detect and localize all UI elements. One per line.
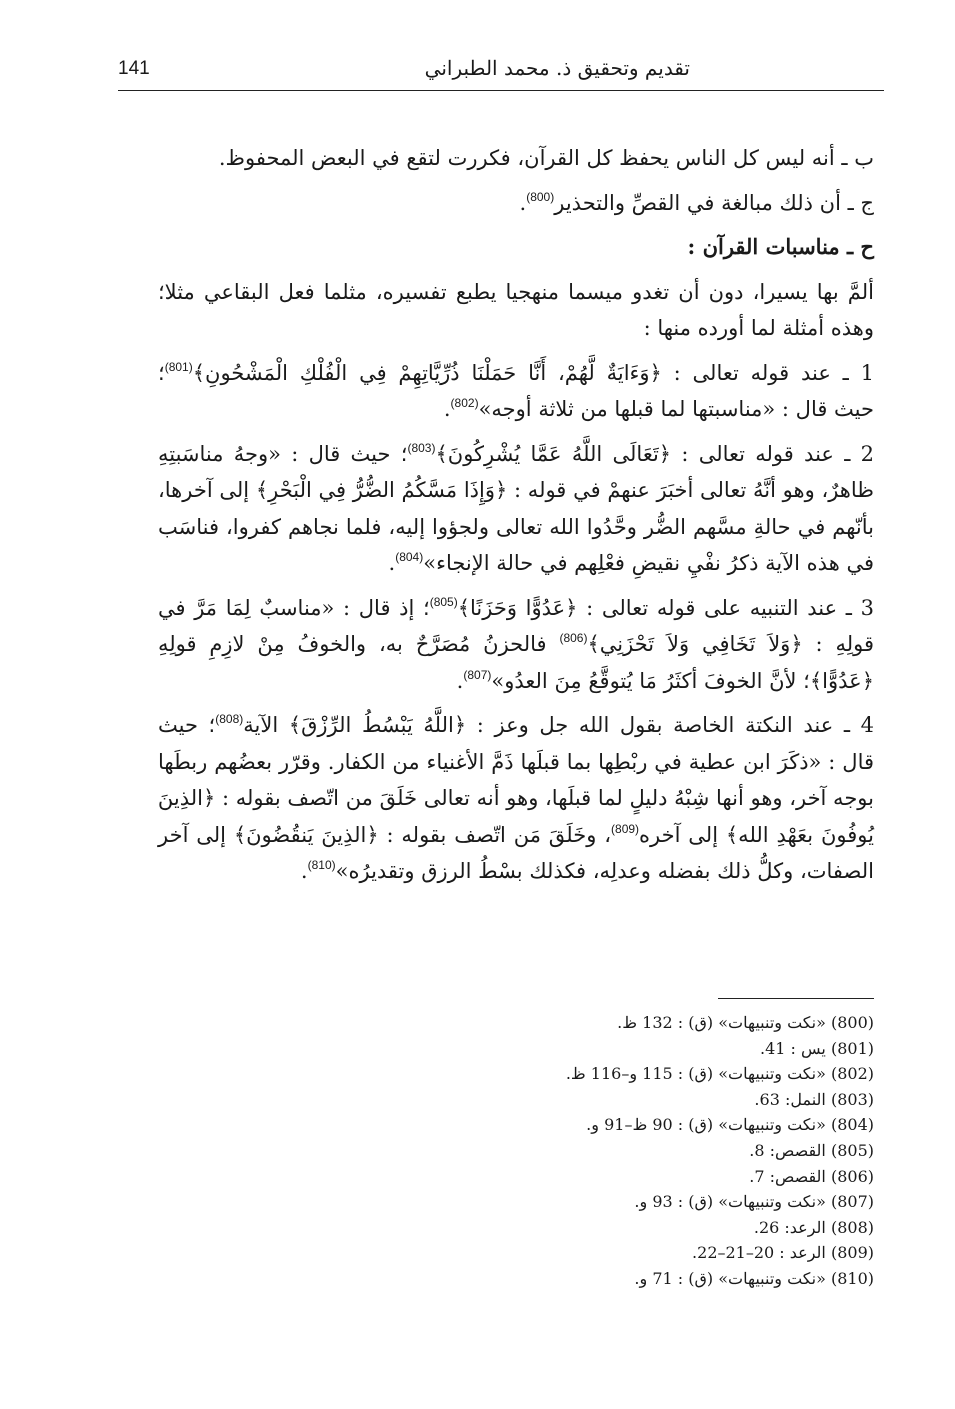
footnote-800: (800) «نكت وتنبيهات» (ق) : 132 ظ. [617, 1013, 874, 1032]
list-item-j: ج ـ أن ذلك مبالغة في القصِّ والتحذير$^{(800)}$. [519, 189, 874, 215]
footnote-ref-800[interactable]: (800) [526, 189, 555, 204]
footnote-ref-807[interactable]: (807) [463, 667, 492, 682]
footnote-ref-804[interactable]: (804) [395, 550, 424, 564]
footnote-ref-805[interactable]: (805) [429, 594, 458, 609]
footnote-808: (808) الرعد: 26. [753, 1217, 874, 1237]
footnote-803: (803) النمل: 63. [754, 1089, 874, 1109]
section-heading: ح ـ مناسبات القرآن : [687, 234, 874, 259]
footnote-810: (810) «نكت وتنبيهات» (ق) : 71 و. [634, 1268, 874, 1288]
page-number: 141 [118, 58, 150, 79]
intro-paragraph: ألمَّ بها يسيرا، دون أن تغدو ميسما منهجيا يطبع تفسيره، مثلما فعل البقاعي مثلا؛ وهذه أمثلة لما أورده منها : [158, 279, 874, 340]
example-1: 1 ـ عند قوله تعالى : ﴿وَءَايَةٌ لَّهُمْ، أَنَّا حَمَلْنَا ذُرِّيَّاتِهِمْ فِي الْفُلْكِ الْمَشْحُونِ﴾$^{(801)}$؛ حيث قال : «مناسبتها لما قبلها من ثلاثة أوجه»$^{(802)}$. [158, 359, 874, 421]
running-title: تقديم وتحقيق ذ. محمد الطبراني [424, 56, 690, 80]
footnote-801: (801) يس : 41. [760, 1038, 874, 1058]
example-2: 2 ـ عند قوله تعالى : ﴿تَعَالَى اللَّهُ عَمَّا يُشْرِكُونَ﴾$^{(803)}$؛ حيث قال : «وجهُ مناسَبتِهِ ظاهرٌ، وهو أنَّهُ تعالى أخبَرَ عنهمْ في قوله : ﴿وَإِذَا مَسَّكُمُ الضُّرُّ فِي الْبَحْرِ﴾ إلى آخرها، بأنّهم في حالةِ مسَّهم الضُّر وحَّدُوا الله تعالى ولجؤوا إليه، فلما نجاهم كفروا، فناسَب في هذه الآية ذكرُ نفْيِ نقيضِ فعْلِهم في حالة الإنجاء»$^{(804)}$. [158, 440, 874, 575]
footnote-ref-802[interactable]: (802) [450, 396, 479, 410]
footnote-804: (804) «نكت وتنبيهات» (ق) : 90 ظ–91 و. [586, 1115, 874, 1135]
footnotes [450, 1010, 874, 1292]
footnote-ref-808[interactable]: (808) [215, 712, 244, 726]
example-4: 4 ـ عند النكتة الخاصة بقول الله جل وعز : ﴿اللَّهُ يَبْسُطُ الرِّزْقَ﴾ الآية$^{(808)}$؛ حيث قال : «ذكَرَ ابن عطية في ربْطِها بما قبلَها ذَمَّ الأغنياء من الكفار. وقرّر بعضُهم ربطَها بوجه آخر، وهو أنها شِبْهُ دليلٍ لما قبلَها، وهو أنه تعالى خَلَقَ من اتّصف بقوله : ﴿الذِينَ يُوفُونَ بعَهْدِ الله﴾ إلى آخره$^{(809)}$، وخَلَقَ مَن اتّصف بقوله : ﴿الذِينَ يَنقُضُونَ﴾ إلى آخر الصفات، وكلُّ ذلك بفضله وعدلِه، فكذلك بسْطُ الرزق وتقديرُه»$^{(810)}$. [157, 712, 874, 883]
footnote-ref-806[interactable]: (806) [559, 631, 588, 645]
footnote-809: (809) الرعد : 20–21–22. [692, 1243, 874, 1263]
footnote-806: (806) القصص: 7. [749, 1166, 874, 1186]
footnote-802: (802) «نكت وتنبيهات» (ق) : 115 و–116 ظ. [565, 1064, 874, 1084]
footnote-ref-810[interactable]: (810) [307, 858, 336, 872]
footnote-805: (805) القصص: 8. [749, 1140, 874, 1160]
footnote-divider [718, 998, 874, 999]
page-header [118, 56, 884, 91]
footnote-807: (807) «نكت وتنبيهات» (ق) : 93 و. [634, 1192, 874, 1212]
list-item-b: ب ـ أنه ليس كل الناس يحفظ كل القرآن، فكررت لتقع في البعض المحفوظ. [218, 146, 874, 170]
main-text [158, 140, 874, 898]
footnote-ref-801[interactable]: (801) [164, 359, 193, 374]
example-3: 3 ـ عند التنبيه على قوله تعالى : ﴿عَدُوًّا وَحَزَنًا﴾$^{(805)}$؛ إذ قال : «مناسبٌ لِمَا مَرَّ في قولِهِ : ﴿وَلاَ تَخَافِي وَلاَ تَحْزَنِي﴾$^{(806)}$ فالحزنُ مُصَرَّحٌ به، والخوفُ مِنْ لازِمِ قولِهِ ﴿عَدُوًّا﴾؛ لأنَّ الخوفَ أكثَرُ مَا يُتوقَّعُ مِنَ العدُو»$^{(807)}$. [158, 594, 874, 693]
footnote-ref-803[interactable]: (803) [407, 440, 436, 455]
footnote-ref-809[interactable]: (809) [611, 821, 640, 836]
